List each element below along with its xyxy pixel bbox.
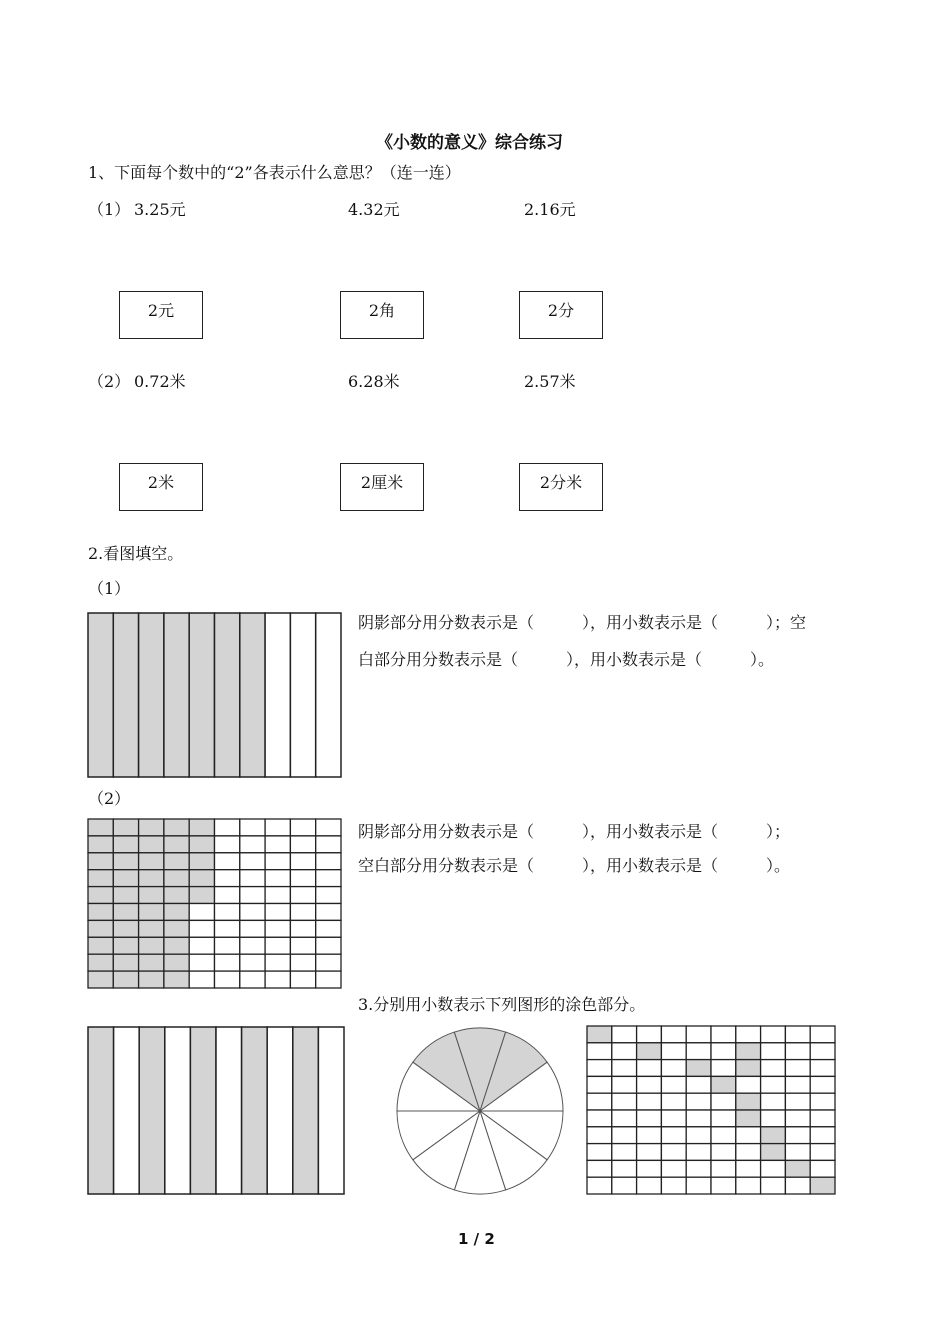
q1-value: 2.16元: [524, 200, 576, 219]
grid-cell: [587, 1043, 612, 1060]
grid-cell: [88, 937, 113, 954]
q1-part1-label: （1）: [88, 200, 131, 219]
grid-cell: [88, 819, 113, 836]
grid-cell: [189, 887, 214, 904]
grid-cell: [587, 1026, 612, 1043]
grid-cell: [113, 887, 138, 904]
grid-cell: [785, 1060, 810, 1077]
grid-cell: [587, 1110, 612, 1127]
grid-cell: [686, 1177, 711, 1194]
grid-cell: [290, 819, 315, 836]
grid-cell: [164, 954, 189, 971]
grid-cell: [761, 1160, 786, 1177]
grid-cell: [88, 920, 113, 937]
grid-cell: [785, 1127, 810, 1144]
q2-part2-label: （2）: [88, 789, 131, 808]
grid-cell: [290, 853, 315, 870]
strip: [316, 613, 341, 777]
strip: [293, 1027, 319, 1194]
grid-cell: [189, 954, 214, 971]
grid-cell: [113, 971, 138, 988]
alternating-stripes-figure: [88, 1027, 344, 1194]
grid-cell: [316, 937, 341, 954]
grid-cell: [164, 937, 189, 954]
grid-cell: [215, 971, 240, 988]
grid-cell: [240, 971, 265, 988]
grid-cell: [711, 1043, 736, 1060]
grid-cell: [240, 836, 265, 853]
q1-value: 4.32元: [348, 200, 400, 219]
grid-cell: [316, 819, 341, 836]
grid-cell: [736, 1076, 761, 1093]
grid-cell: [612, 1043, 637, 1060]
grid-cell: [736, 1060, 761, 1077]
grid-cell: [612, 1177, 637, 1194]
grid-cell: [240, 819, 265, 836]
grid-cell: [711, 1076, 736, 1093]
answer-box[interactable]: 2分米: [519, 463, 603, 511]
grid-cell: [164, 971, 189, 988]
grid-cell: [587, 1127, 612, 1144]
grid-cell: [711, 1026, 736, 1043]
grid-cell: [113, 819, 138, 836]
grid-cell: [587, 1093, 612, 1110]
grid-cell: [661, 1026, 686, 1043]
q1-part2-label: （2）: [88, 372, 131, 391]
grid-cell: [164, 836, 189, 853]
grid-cell: [810, 1110, 835, 1127]
grid-cell: [113, 920, 138, 937]
grid-cell: [637, 1160, 662, 1177]
grid-cell: [637, 1144, 662, 1161]
grid-cell: [139, 853, 164, 870]
grid-cell: [290, 836, 315, 853]
grid-cell: [661, 1127, 686, 1144]
q1-prompt: 1、下面每个数中的“2”各表示什么意思？（连一连）: [88, 163, 461, 182]
grid-cell: [637, 1060, 662, 1077]
strip: [88, 613, 113, 777]
grid-cell: [686, 1093, 711, 1110]
grid-cell: [736, 1127, 761, 1144]
strip: [164, 613, 189, 777]
grid-cell: [637, 1177, 662, 1194]
grid-cell: [139, 904, 164, 921]
grid-cell: [189, 904, 214, 921]
grid-cell: [785, 1093, 810, 1110]
q1-value: 6.28米: [348, 372, 400, 391]
grid-cell: [761, 1110, 786, 1127]
grid-cell: [113, 904, 138, 921]
q2-part2-line2: 空白部分用分数表示是（ ），用小数表示是（ ）。: [358, 856, 791, 875]
grid-cell: [240, 937, 265, 954]
strip: [139, 1027, 165, 1194]
grid-cell: [113, 870, 138, 887]
strip: [190, 1027, 216, 1194]
grid-cell: [139, 870, 164, 887]
grid-cell: [265, 920, 290, 937]
grid-cell: [736, 1144, 761, 1161]
grid-cell: [215, 904, 240, 921]
grid-cell: [139, 920, 164, 937]
grid-cell: [316, 904, 341, 921]
grid-cell: [810, 1160, 835, 1177]
grid-cell: [189, 971, 214, 988]
grid-cell: [316, 887, 341, 904]
grid-cell: [88, 836, 113, 853]
grid-cell: [637, 1093, 662, 1110]
grid-cell: [736, 1043, 761, 1060]
grid-cell: [316, 954, 341, 971]
strip: [290, 613, 315, 777]
grid-cell: [736, 1026, 761, 1043]
grid-cell: [215, 819, 240, 836]
grid-cell: [164, 887, 189, 904]
grid-cell: [661, 1177, 686, 1194]
grid-cell: [637, 1110, 662, 1127]
grid-cell: [686, 1110, 711, 1127]
grid-cell: [290, 937, 315, 954]
grid-cell: [637, 1043, 662, 1060]
page-title: 《小数的意义》综合练习: [376, 133, 563, 153]
answer-box[interactable]: 2分: [519, 291, 603, 339]
grid-cell: [164, 870, 189, 887]
grid-cell: [736, 1110, 761, 1127]
page-number: 1 / 2: [458, 1230, 495, 1248]
strip: [88, 1027, 114, 1194]
grid-cell: [290, 954, 315, 971]
grid-cell: [612, 1144, 637, 1161]
grid-cell: [686, 1076, 711, 1093]
grid-cell: [785, 1177, 810, 1194]
grid-cell: [612, 1026, 637, 1043]
grid-cell: [761, 1093, 786, 1110]
grid-cell: [215, 954, 240, 971]
grid-cell: [661, 1043, 686, 1060]
grid-cell: [785, 1160, 810, 1177]
grid-cell: [113, 954, 138, 971]
grid-cell: [612, 1127, 637, 1144]
q1-value: 0.72米: [134, 372, 186, 391]
grid-cell: [113, 853, 138, 870]
grid-cell: [587, 1177, 612, 1194]
grid-cell: [637, 1076, 662, 1093]
grid-cell: [810, 1060, 835, 1077]
grid-cell: [316, 870, 341, 887]
grid-cell: [711, 1093, 736, 1110]
grid-cell: [290, 904, 315, 921]
grid-cell: [810, 1043, 835, 1060]
grid-cell: [761, 1127, 786, 1144]
grid-cell: [290, 887, 315, 904]
q2-prompt: 2.看图填空。: [88, 544, 184, 563]
grid-cell: [686, 1060, 711, 1077]
grid-cell: [240, 870, 265, 887]
grid-cell: [265, 836, 290, 853]
grid-cell: [761, 1144, 786, 1161]
grid-cell: [736, 1093, 761, 1110]
grid-cell: [265, 937, 290, 954]
grid-cell: [215, 887, 240, 904]
striped-rectangle-figure: [88, 613, 341, 777]
grid-cell: [587, 1144, 612, 1161]
grid-cell: [785, 1076, 810, 1093]
strip: [189, 613, 214, 777]
grid-cell: [265, 971, 290, 988]
grid-cell: [88, 904, 113, 921]
grid-cell: [240, 887, 265, 904]
grid-cell: [265, 853, 290, 870]
q2-part1-label: （1）: [88, 579, 131, 598]
grid-cell: [139, 836, 164, 853]
q2-part1-line2: 白部分用分数表示是（ ），用小数表示是（ ）。: [358, 650, 775, 669]
grid-cell: [711, 1110, 736, 1127]
grid-cell: [215, 920, 240, 937]
q1-value: 2.57米: [524, 372, 576, 391]
q3-prompt: 3.分别用小数表示下列图形的涂色部分。: [358, 995, 646, 1014]
grid-cell: [661, 1076, 686, 1093]
grid-cell: [164, 920, 189, 937]
grid-cell: [810, 1144, 835, 1161]
grid-cell: [711, 1160, 736, 1177]
grid-cell: [189, 853, 214, 870]
grid-cell: [661, 1110, 686, 1127]
grid-cell: [661, 1060, 686, 1077]
grid-cell: [785, 1043, 810, 1060]
grid-cell: [612, 1093, 637, 1110]
circle-sectors-figure: [395, 1028, 565, 1195]
q2-part2-line1: 阴影部分用分数表示是（ ），用小数表示是（ ）；: [358, 822, 791, 841]
grid-cell: [164, 853, 189, 870]
q2-part1-line1: 阴影部分用分数表示是（ ），用小数表示是（ ）；空: [358, 613, 807, 632]
grid-cell: [215, 870, 240, 887]
grid-cell: [189, 937, 214, 954]
grid-cell: [139, 937, 164, 954]
grid-cell: [316, 971, 341, 988]
grid-cell: [88, 887, 113, 904]
strip: [242, 1027, 268, 1194]
grid-cell: [612, 1060, 637, 1077]
grid-cell: [240, 954, 265, 971]
grid-cell: [88, 853, 113, 870]
grid-cell: [686, 1160, 711, 1177]
strip: [113, 613, 138, 777]
grid-cell: [113, 836, 138, 853]
grid-cell: [711, 1177, 736, 1194]
grid-cell: [139, 819, 164, 836]
grid-cell: [661, 1144, 686, 1161]
grid-cell: [686, 1043, 711, 1060]
grid-cell: [612, 1110, 637, 1127]
grid-cell: [587, 1160, 612, 1177]
strip: [215, 613, 240, 777]
grid-cell: [711, 1060, 736, 1077]
grid-cell: [686, 1127, 711, 1144]
strip: [265, 613, 290, 777]
grid-cell: [88, 971, 113, 988]
grid-cell: [761, 1026, 786, 1043]
grid-cell: [761, 1177, 786, 1194]
grid-cell: [265, 887, 290, 904]
grid-cell: [785, 1026, 810, 1043]
grid-cell: [113, 937, 138, 954]
grid-cell: [587, 1060, 612, 1077]
strip: [216, 1027, 242, 1194]
grid-cell: [290, 920, 315, 937]
grid-cell: [316, 920, 341, 937]
grid-cell: [240, 920, 265, 937]
grid-cell: [612, 1076, 637, 1093]
grid-cell: [686, 1026, 711, 1043]
grid-cell: [810, 1127, 835, 1144]
grid-cell: [88, 954, 113, 971]
answer-box[interactable]: 2元: [119, 291, 203, 339]
grid-cell: [761, 1076, 786, 1093]
grid-cell: [215, 853, 240, 870]
grid-cell: [736, 1160, 761, 1177]
grid-cell: [711, 1144, 736, 1161]
grid-cell: [810, 1093, 835, 1110]
strip: [139, 613, 164, 777]
diagonal-grid-figure: [587, 1026, 835, 1194]
answer-box[interactable]: 2角: [340, 291, 424, 339]
grid-cell: [265, 870, 290, 887]
grid-cell: [88, 870, 113, 887]
grid-cell: [189, 819, 214, 836]
grid-cell: [240, 904, 265, 921]
grid-cell: [587, 1076, 612, 1093]
strip: [114, 1027, 140, 1194]
strip: [318, 1027, 344, 1194]
grid-cell: [711, 1127, 736, 1144]
hundred-grid-figure: [88, 819, 341, 988]
grid-cell: [139, 954, 164, 971]
grid-cell: [189, 836, 214, 853]
answer-box[interactable]: 2米: [119, 463, 203, 511]
grid-cell: [265, 819, 290, 836]
grid-cell: [785, 1110, 810, 1127]
grid-cell: [785, 1144, 810, 1161]
strip: [165, 1027, 191, 1194]
grid-cell: [290, 971, 315, 988]
grid-cell: [761, 1043, 786, 1060]
grid-cell: [810, 1026, 835, 1043]
grid-cell: [316, 853, 341, 870]
grid-cell: [290, 870, 315, 887]
grid-cell: [164, 904, 189, 921]
grid-cell: [736, 1177, 761, 1194]
grid-cell: [164, 819, 189, 836]
grid-cell: [215, 937, 240, 954]
grid-cell: [215, 836, 240, 853]
grid-cell: [316, 836, 341, 853]
grid-cell: [265, 904, 290, 921]
grid-cell: [612, 1160, 637, 1177]
grid-cell: [810, 1076, 835, 1093]
answer-box[interactable]: 2厘米: [340, 463, 424, 511]
grid-cell: [240, 853, 265, 870]
grid-cell: [761, 1060, 786, 1077]
grid-cell: [139, 971, 164, 988]
grid-cell: [686, 1144, 711, 1161]
grid-cell: [637, 1127, 662, 1144]
strip: [267, 1027, 293, 1194]
grid-cell: [189, 920, 214, 937]
grid-cell: [139, 887, 164, 904]
grid-cell: [661, 1093, 686, 1110]
strip: [240, 613, 265, 777]
grid-cell: [637, 1026, 662, 1043]
grid-cell: [265, 954, 290, 971]
q1-value: 3.25元: [134, 200, 186, 219]
grid-cell: [810, 1177, 835, 1194]
grid-cell: [661, 1160, 686, 1177]
grid-cell: [189, 870, 214, 887]
